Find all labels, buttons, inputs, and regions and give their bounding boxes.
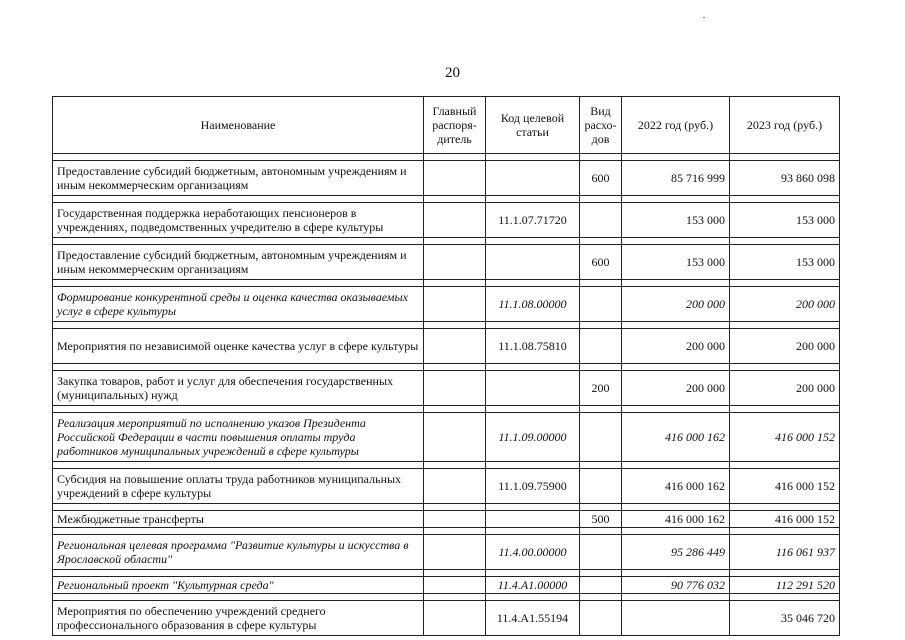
cell-year-2023: 112 291 520	[730, 577, 840, 594]
spacer-cell	[424, 570, 486, 577]
cell-code: 11.1.08.00000	[486, 287, 580, 322]
spacer-cell	[424, 504, 486, 511]
spacer-cell	[730, 570, 840, 577]
cell-year-2023: 200 000	[730, 287, 840, 322]
cell-manager	[424, 577, 486, 594]
cell-code	[486, 161, 580, 196]
spacer-cell	[424, 462, 486, 469]
spacer-cell	[622, 570, 730, 577]
table-row	[53, 511, 840, 528]
table-row	[53, 245, 840, 280]
cell-manager	[424, 287, 486, 322]
cell-manager	[424, 203, 486, 238]
row-spacer	[53, 196, 840, 203]
spacer-cell	[424, 196, 486, 203]
cell-manager	[424, 371, 486, 406]
cell-name: Закупка товаров, работ и услуг для обеспечения государственных (муниципальных) нужд	[53, 371, 424, 406]
cell-name: Межбюджетные трансферты	[53, 511, 424, 528]
cell-year-2023: 153 000	[730, 203, 840, 238]
cell-year-2023: 200 000	[730, 329, 840, 364]
cell-expense-type	[580, 469, 622, 504]
cell-code: 11.1.09.00000	[486, 413, 580, 462]
cell-code	[486, 511, 580, 528]
row-spacer	[53, 462, 840, 469]
cell-year-2022: 90 776 032	[622, 577, 730, 594]
header-manager: Главный распоря-дитель	[424, 97, 486, 154]
cell-year-2022: 416 000 162	[622, 469, 730, 504]
spacer-cell	[730, 280, 840, 287]
table-row	[53, 161, 840, 196]
cell-manager	[424, 329, 486, 364]
cell-name: Региональный проект "Культурная среда"	[53, 577, 424, 594]
cell-year-2022: 200 000	[622, 287, 730, 322]
row-spacer	[53, 528, 840, 535]
cell-expense-type: 200	[580, 371, 622, 406]
cell-manager	[424, 511, 486, 528]
spacer-cell	[424, 594, 486, 601]
cell-code: 11.4.A1.00000	[486, 577, 580, 594]
spacer-cell	[486, 322, 580, 329]
cell-expense-type	[580, 287, 622, 322]
spacer-cell	[486, 406, 580, 413]
spacer-cell	[486, 528, 580, 535]
spacer-cell	[424, 238, 486, 245]
spacer-cell	[53, 406, 424, 413]
cell-name: Формирование конкурентной среды и оценка качества оказываемых услуг в сфере культуры	[53, 287, 424, 322]
cell-year-2023: 416 000 152	[730, 469, 840, 504]
spacer-cell	[424, 528, 486, 535]
cell-expense-type	[580, 413, 622, 462]
row-spacer	[53, 406, 840, 413]
spacer-cell	[580, 462, 622, 469]
cell-name: Реализация мероприятий по исполнению указов Президента Российской Федерации в части повышения оплаты труда работников муниципальных учреждений в сфере культуры	[53, 413, 424, 462]
spacer-cell	[622, 406, 730, 413]
table-row	[53, 577, 840, 594]
spacer-cell	[580, 280, 622, 287]
spacer-cell	[580, 364, 622, 371]
table-row	[53, 413, 840, 462]
spacer-cell	[580, 594, 622, 601]
cell-code: 11.4.00.00000	[486, 535, 580, 570]
spacer-cell	[53, 570, 424, 577]
row-spacer	[53, 238, 840, 245]
spacer-cell	[580, 238, 622, 245]
row-spacer	[53, 364, 840, 371]
table-row	[53, 469, 840, 504]
cell-year-2022: 200 000	[622, 371, 730, 406]
cell-year-2023: 35 046 720	[730, 601, 840, 636]
spacer-cell	[53, 528, 424, 535]
spacer-cell	[622, 364, 730, 371]
spacer-cell	[53, 504, 424, 511]
spacer-cell	[622, 594, 730, 601]
row-spacer	[53, 322, 840, 329]
cell-manager	[424, 469, 486, 504]
cell-expense-type	[580, 601, 622, 636]
spacer-cell	[622, 196, 730, 203]
spacer-cell	[424, 322, 486, 329]
cell-expense-type	[580, 535, 622, 570]
cell-year-2023: 416 000 152	[730, 511, 840, 528]
cell-year-2022: 416 000 162	[622, 413, 730, 462]
spacer-cell	[486, 280, 580, 287]
cell-year-2022: 416 000 162	[622, 511, 730, 528]
scan-speck	[703, 17, 705, 18]
spacer-cell	[730, 406, 840, 413]
cell-name: Региональная целевая программа "Развитие культуры и искусства в Ярославской области"	[53, 535, 424, 570]
row-spacer	[53, 280, 840, 287]
spacer-cell	[424, 280, 486, 287]
cell-code	[486, 371, 580, 406]
spacer-cell	[486, 196, 580, 203]
cell-manager	[424, 161, 486, 196]
spacer-cell	[730, 364, 840, 371]
spacer-cell	[53, 594, 424, 601]
table-header-row	[53, 97, 840, 154]
spacer-cell	[486, 462, 580, 469]
spacer-cell	[424, 154, 486, 161]
spacer-cell	[622, 280, 730, 287]
cell-code: 11.1.08.75810	[486, 329, 580, 364]
cell-year-2022: 95 286 449	[622, 535, 730, 570]
cell-expense-type	[580, 203, 622, 238]
cell-code: 11.1.09.75900	[486, 469, 580, 504]
cell-code	[486, 245, 580, 280]
spacer-cell	[53, 280, 424, 287]
spacer-cell	[580, 196, 622, 203]
table-row	[53, 371, 840, 406]
cell-manager	[424, 245, 486, 280]
spacer-cell	[622, 154, 730, 161]
spacer-cell	[53, 196, 424, 203]
cell-name: Субсидия на повышение оплаты труда работников муниципальных учреждений в сфере культуры	[53, 469, 424, 504]
cell-manager	[424, 413, 486, 462]
spacer-cell	[730, 238, 840, 245]
page-number: 20	[445, 65, 460, 81]
cell-year-2023: 153 000	[730, 245, 840, 280]
cell-expense-type: 600	[580, 245, 622, 280]
cell-name: Предоставление субсидий бюджетным, автономным учреждениям и иным некоммерческим организациям	[53, 245, 424, 280]
cell-expense-type	[580, 577, 622, 594]
spacer-cell	[486, 570, 580, 577]
table-row	[53, 203, 840, 238]
spacer-cell	[622, 238, 730, 245]
spacer-cell	[53, 322, 424, 329]
table-row	[53, 535, 840, 570]
row-spacer	[53, 570, 840, 577]
cell-year-2023: 200 000	[730, 371, 840, 406]
cell-expense-type	[580, 329, 622, 364]
spacer-cell	[486, 238, 580, 245]
cell-code: 11.1.07.71720	[486, 203, 580, 238]
cell-name: Мероприятия по обеспечению учреждений среднего профессионального образования в сфере культуры	[53, 601, 424, 636]
table-row	[53, 601, 840, 636]
spacer-cell	[580, 322, 622, 329]
cell-name: Государственная поддержка неработающих пенсионеров в учреждениях, подведомственных учредителю в сфере культуры	[53, 203, 424, 238]
header-year-2023: 2023 год (руб.)	[730, 97, 840, 154]
spacer-cell	[580, 528, 622, 535]
spacer-cell	[730, 462, 840, 469]
spacer-cell	[730, 196, 840, 203]
header-code: Код целевой статьи	[486, 97, 580, 154]
cell-year-2023: 93 860 098	[730, 161, 840, 196]
spacer-cell	[580, 504, 622, 511]
table-body	[53, 154, 840, 636]
row-spacer	[53, 594, 840, 601]
spacer-cell	[580, 154, 622, 161]
cell-year-2023: 416 000 152	[730, 413, 840, 462]
spacer-cell	[730, 154, 840, 161]
cell-year-2022: 153 000	[622, 245, 730, 280]
spacer-cell	[53, 238, 424, 245]
cell-manager	[424, 601, 486, 636]
cell-year-2023: 116 061 937	[730, 535, 840, 570]
spacer-cell	[730, 322, 840, 329]
spacer-cell	[580, 406, 622, 413]
cell-year-2022: 85 716 999	[622, 161, 730, 196]
spacer-cell	[53, 364, 424, 371]
spacer-cell	[486, 154, 580, 161]
cell-expense-type: 600	[580, 161, 622, 196]
cell-year-2022: 200 000	[622, 329, 730, 364]
budget-table	[52, 96, 840, 636]
cell-manager	[424, 535, 486, 570]
table-row	[53, 287, 840, 322]
spacer-cell	[730, 594, 840, 601]
cell-expense-type: 500	[580, 511, 622, 528]
spacer-cell	[424, 364, 486, 371]
table-row	[53, 329, 840, 364]
spacer-cell	[580, 570, 622, 577]
spacer-cell	[486, 594, 580, 601]
cell-year-2022	[622, 601, 730, 636]
spacer-cell	[730, 504, 840, 511]
cell-year-2022: 153 000	[622, 203, 730, 238]
spacer-cell	[622, 528, 730, 535]
cell-name: Мероприятия по независимой оценке качества услуг в сфере культуры	[53, 329, 424, 364]
spacer-cell	[424, 406, 486, 413]
header-expense-type: Вид расхо-дов	[580, 97, 622, 154]
spacer-cell	[486, 504, 580, 511]
cell-name: Предоставление субсидий бюджетным, автономным учреждениям и иным некоммерческим организациям	[53, 161, 424, 196]
header-year-2022: 2022 год (руб.)	[622, 97, 730, 154]
header-name: Наименование	[53, 97, 424, 154]
spacer-cell	[53, 462, 424, 469]
spacer-cell	[730, 528, 840, 535]
spacer-cell	[622, 462, 730, 469]
cell-code: 11.4.A1.55194	[486, 601, 580, 636]
row-spacer	[53, 154, 840, 161]
spacer-cell	[622, 504, 730, 511]
spacer-cell	[53, 154, 424, 161]
spacer-cell	[622, 322, 730, 329]
spacer-cell	[486, 364, 580, 371]
row-spacer	[53, 504, 840, 511]
